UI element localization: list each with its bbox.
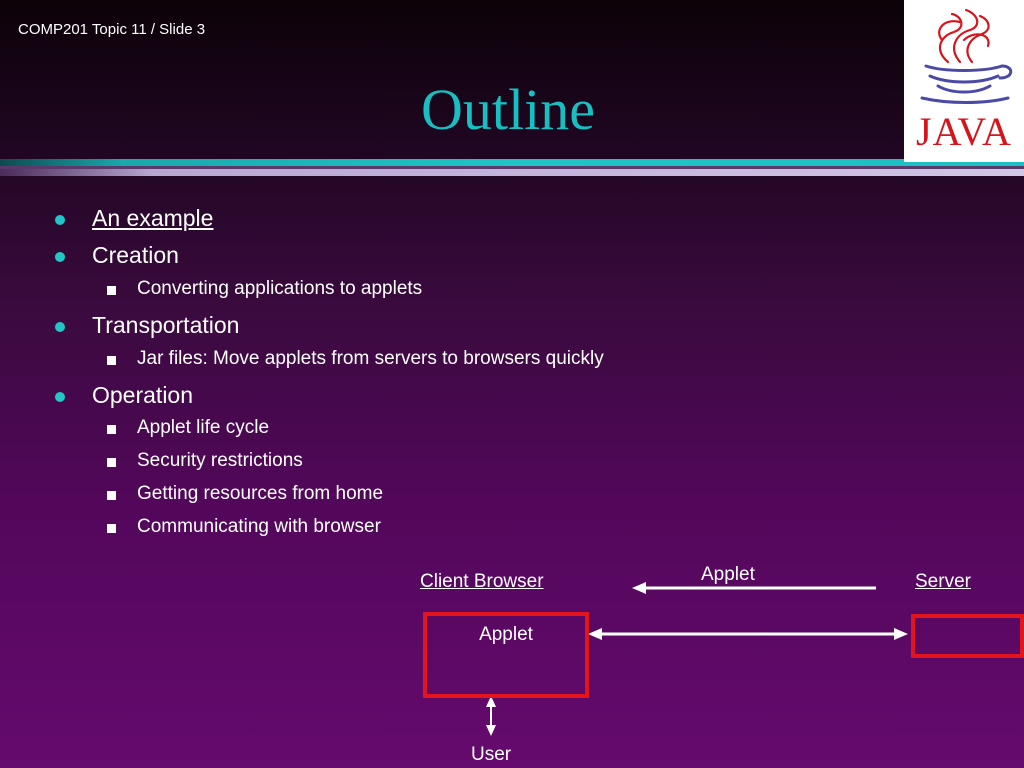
applet-box-label: Applet xyxy=(479,624,533,645)
coffee-cup-icon xyxy=(904,0,1024,110)
bullet-dot-icon xyxy=(55,215,65,225)
bullet-square-icon xyxy=(107,286,116,295)
outline-subitem-label: Communicating with browser xyxy=(137,516,381,537)
slide-label: COMP201 Topic 11 / Slide 3 xyxy=(18,21,206,38)
outline-item-label: Transportation xyxy=(92,312,240,338)
bullet-square-icon xyxy=(107,524,116,533)
client-applet-box xyxy=(423,612,589,698)
transfer-label: Applet xyxy=(701,564,755,585)
bullet-square-icon xyxy=(107,491,116,500)
slide-title: Outline xyxy=(421,77,595,142)
outline-item-link[interactable]: An example xyxy=(92,205,214,231)
outline-subitem-label: Jar files: Move applets from servers to browsers quickly xyxy=(137,348,604,369)
bullet-square-icon xyxy=(107,458,116,467)
user-label: User xyxy=(471,744,512,765)
outline-subitem-label: Security restrictions xyxy=(137,450,303,471)
outline-subitem-label: Getting resources from home xyxy=(137,483,384,504)
bullet-square-icon xyxy=(107,356,116,365)
java-logo-text: JAVA xyxy=(916,109,1012,154)
arrowhead-down-icon xyxy=(486,725,496,736)
outline-subitem-label: Applet life cycle xyxy=(137,417,270,438)
bullet-dot-icon xyxy=(55,392,65,402)
outline-item-label: Operation xyxy=(92,382,194,408)
arrowhead-left-icon xyxy=(588,628,602,640)
title-divider xyxy=(0,159,1024,179)
outline-item-label: Creation xyxy=(92,242,179,268)
java-logo xyxy=(904,0,1024,162)
outline-subitem-label: Converting applications to applets xyxy=(137,278,423,299)
arrowhead-right-icon xyxy=(894,628,908,640)
client-browser-link[interactable]: Client Browser xyxy=(420,571,544,592)
arrowhead-up-icon xyxy=(486,696,496,707)
bullet-square-icon xyxy=(107,425,116,434)
server-box xyxy=(911,614,1024,658)
bullet-dot-icon xyxy=(55,322,65,332)
server-link[interactable]: Server xyxy=(915,571,971,592)
arrowhead-left-icon xyxy=(632,582,646,594)
bullet-dot-icon xyxy=(55,252,65,262)
